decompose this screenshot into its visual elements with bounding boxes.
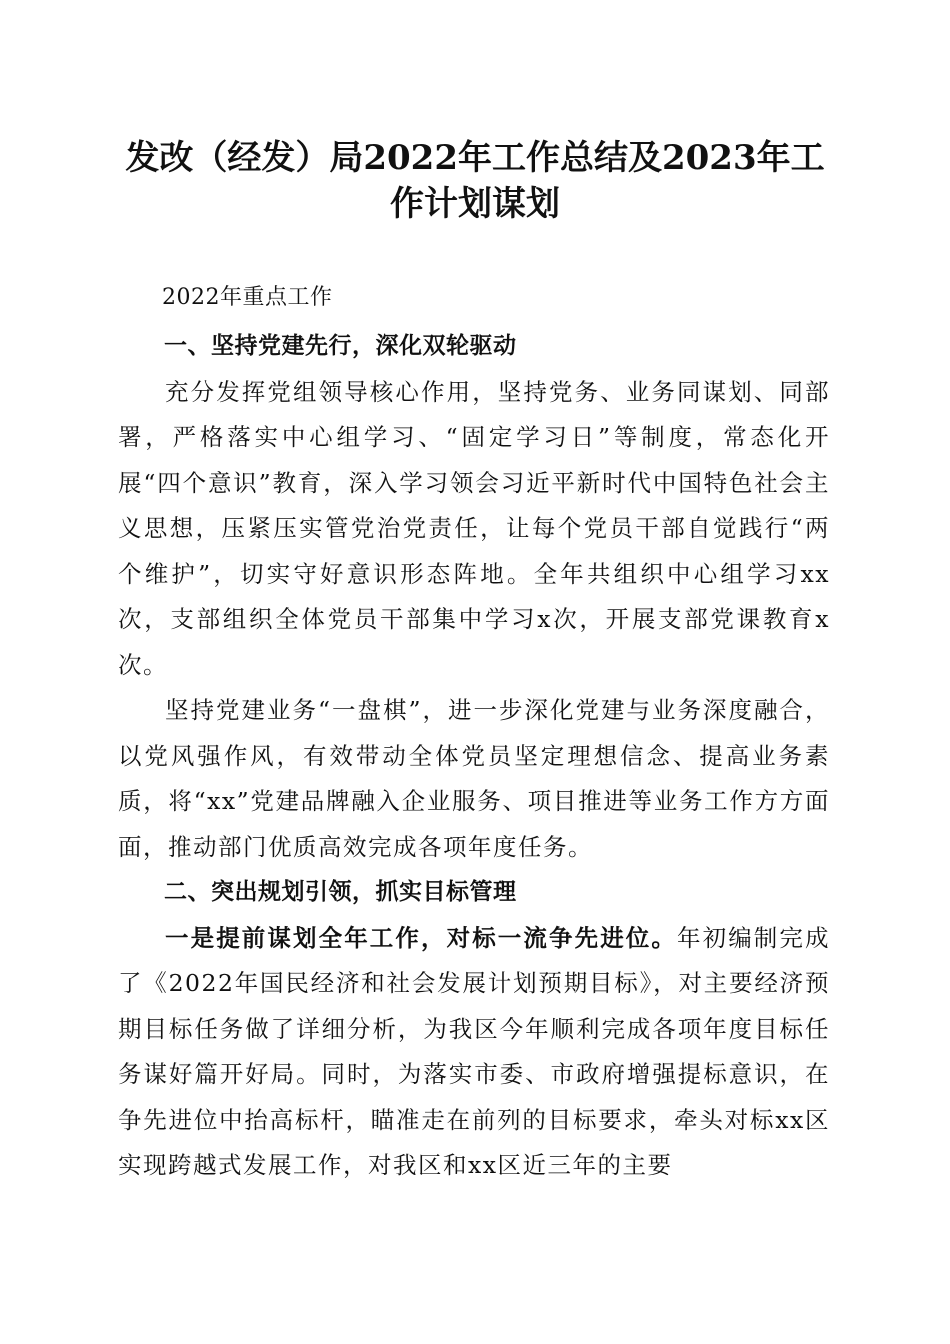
heading-2: 二、突出规划引领，抓实目标管理 (164, 879, 517, 905)
section-label: 2022年重点工作 (162, 285, 333, 310)
paragraph-3-lead: 一是提前谋划全年工作，对标一流争先进位。 (165, 923, 677, 952)
heading-1: 一、坚持党建先行，深化双轮驱动 (164, 333, 517, 359)
title-line-1: 发改（经发）局2022年工作总结及2023年工 (125, 138, 825, 178)
title-line-2: 作计划谋划 (390, 184, 560, 224)
paragraph-3-text: 年初编制完成了《2022年国民经济和社会发展计划预期目标》，对主要经济预期目标任务做了详细分析，为我区今年顺利完成各项年度目标任务谋好篇开好局。同时，为落实市委、市政府增强提标意识，在争先进位中抬高标杆，瞄准走在前列的目标要求，牵头对标xx区实现跨越式发展工作，对我区和xx区近三年的主要 (118, 923, 830, 1179)
document-title (110, 135, 840, 227)
paragraph-2: 坚持党建业务“一盘棋”，进一步深化党建与业务深度融合，以党风强作风，有效带动全体党员坚定理想信念、提高业务素质，将“xx”党建品牌融入企业服务、项目推进等业务工作方方面面，推动部门优质高效完成各项年度任务。 (118, 696, 830, 861)
document-body (118, 278, 830, 1189)
paragraph-3 (118, 916, 830, 1189)
paragraph-1: 充分发挥党组领导核心作用，坚持党务、业务同谋划、同部署，严格落实中心组学习、“固定学习日”等制度，常态化开展“四个意识”教育，深入学习领会习近平新时代中国特色社会主义思想，压紧压实管党治党责任，让每个党员干部自觉践行“两个维护”，切实守好意识形态阵地。全年共组织中心组学习xx次，支部组织全体党员干部集中学习x次，开展支部党课教育x次。 (118, 377, 830, 679)
